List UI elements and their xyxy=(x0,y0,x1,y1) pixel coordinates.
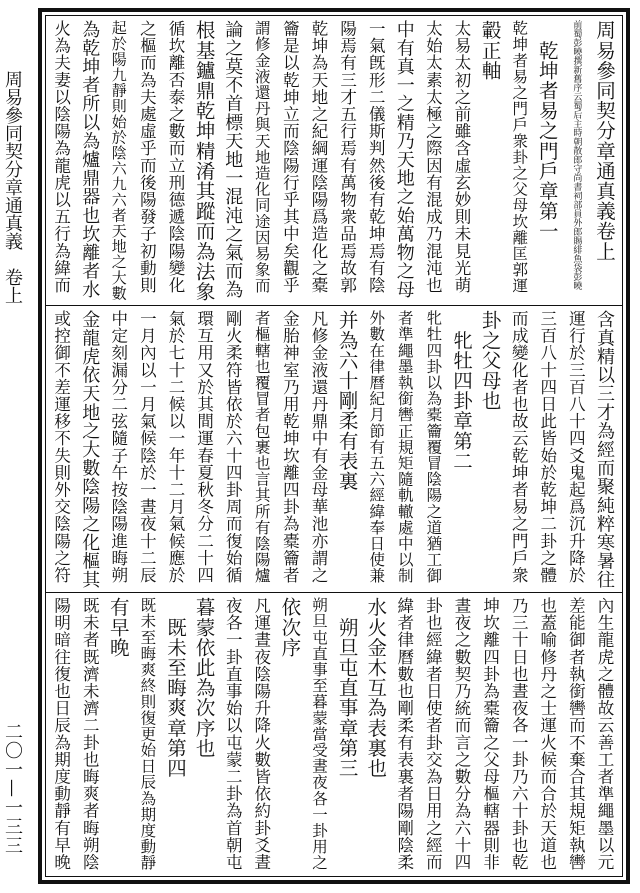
text-column: 前蜀彭曉撰新舊序云蜀后主時朝散郎守尚書祠部員外郎賜緋魚袋彭曉 xyxy=(571,20,582,290)
text-column: 內生龍虎之體故云善工者準繩墨以元 xyxy=(595,597,614,871)
text-column: 之樞而為夫處虛乎而後陽發子初動則 xyxy=(137,20,157,294)
text-column: 既未至晦爽終則復更始日辰為期度動靜 xyxy=(138,597,157,871)
text-column: 既未者既濟未濟二卦也晦爽者晦朔陰 xyxy=(80,597,100,871)
text-column: 而成變化者也故云乾坤者易之門戶衆 xyxy=(509,310,529,584)
text-column: 有早晚 xyxy=(106,597,130,658)
text-column: 循坎離否泰之數而立刑德遞陰陽變化 xyxy=(166,20,185,294)
text-column: 夜各一卦直事始以屯蒙二卦為首朝屯 xyxy=(223,597,243,871)
text-column: 金胎神室乃用乾坤坎離四卦為橐籥者 xyxy=(280,310,300,584)
text-column: 坤坎離四卦為橐籥之父母樞轄器則非 xyxy=(480,597,500,871)
text-column: 論之莫不首標天地一混沌之氣而為 xyxy=(222,20,244,299)
margin-title: 周易參同契分章通真義 卷上 xyxy=(2,70,23,304)
text-column: 金龍虎依天地之大數陰陽之化樞其 xyxy=(79,310,101,589)
text-column: 一氣旣形二儀斯判然後有乾坤焉有陰 xyxy=(366,20,386,294)
text-column: 卦之父母也 xyxy=(478,310,502,411)
text-column: 中有真一之精乃天地之始萬物之母 xyxy=(393,20,415,299)
text-column: 根基鑪鼎乾坤精淆其蹤而為法象 xyxy=(192,20,216,301)
text-column: 卦也經緯者日使者卦交為日用之經而 xyxy=(423,597,443,871)
text-column: 籥是以乾坤立而陰陽行乎其中矣觀乎 xyxy=(280,20,300,294)
text-column: 陽明暗往復也日辰為期度動靜有早晚 xyxy=(51,597,71,871)
text-column: 差能御者執銜轡而不棄合其規矩執轡 xyxy=(566,597,586,871)
text-column: 乾坤者易之門戶章第一 xyxy=(535,20,559,242)
text-column: 一月內以一月氣候陰於一晝夜十二辰 xyxy=(137,310,157,584)
text-column: 謂修金液還丹與天地造化同途因易象而 xyxy=(252,20,271,294)
text-column: 氣於七十二候以一年十二月氣候應於 xyxy=(166,310,185,584)
text-column: 凡運晝夜陰陽升降火數皆依約卦爻晝 xyxy=(251,597,271,871)
text-column: 朔旦屯直事至暮蒙當受晝夜各一卦用之 xyxy=(310,597,328,871)
text-column: 依次序 xyxy=(278,597,302,658)
panel-top xyxy=(46,16,622,305)
text-column: 既未至晦爽章第四 xyxy=(164,597,187,778)
panel-bottom xyxy=(46,592,622,876)
text-column: 水火金木互為表裏也 xyxy=(364,597,388,778)
text-column: 乾坤者易之門戶衆卦之父母坎離匡郭運 xyxy=(510,20,529,294)
text-column: 陽焉有三才五行焉有萬物衆品焉故郭 xyxy=(337,20,357,294)
panel-middle xyxy=(46,305,622,593)
text-column: 剛火柔符皆依於六十四卦周而復始循 xyxy=(223,310,243,584)
text-column: 暮蒙依此為次序也 xyxy=(192,597,216,758)
text-column: 或控御不差運移不失則外交陰陽之符 xyxy=(51,310,71,584)
text-column: 者準繩墨執銜轡正規矩隨軌轍處中以制 xyxy=(395,310,414,584)
text-column: 乾坤為天地之紀綱運陰陽爲造化之橐 xyxy=(309,20,328,294)
text-column: 含真精以三才為經而聚純粹寒暑往 xyxy=(594,310,615,589)
text-column: 起於陽九靜則始於陰六九六者天地之大數 xyxy=(109,20,128,301)
text-column: 緯者律曆數也剛柔有表裏者陽剛陰柔 xyxy=(394,597,414,871)
text-column: 并為六十剛柔有表裏 xyxy=(335,310,359,491)
text-column: 朔旦屯直事章第三 xyxy=(335,597,359,778)
text-column: 太易太初之前雖含虛玄妙則未見光萌 xyxy=(452,20,471,294)
text-column: 運行於三百八十四爻鬼起爲沉升降於 xyxy=(566,310,586,584)
page-inner-border xyxy=(45,15,623,877)
text-column: 乃三十日也晝夜各一卦乃六十卦也乾 xyxy=(509,597,529,871)
text-column: 牝牡四卦章第二 xyxy=(450,310,473,471)
text-column: 環互用又於其間運春夏秋冬分二十四 xyxy=(194,310,214,584)
text-column: 周易參同契分章通真義卷上 xyxy=(593,20,616,262)
text-column: 晝夜之數契乃統而言之數分為六十四 xyxy=(452,597,471,871)
text-column: 牝牡四卦以為橐籥覆冒陰陽之道猶工御 xyxy=(424,310,443,584)
text-column: 也蓋喻修丹之士運火候而合於天道也 xyxy=(537,597,557,871)
text-column: 凡修金液還丹鼎中有金母華池亦謂之 xyxy=(309,310,328,584)
text-column: 火為夫妻以陰陽為龍虎以五行為緯而 xyxy=(51,20,71,294)
text-column: 為乾坤者所以為爐鼎器也坎離者水 xyxy=(79,20,101,299)
text-column: 轂正軸 xyxy=(478,20,502,81)
text-column: 太始太素太極之際因有混成乃混沌也 xyxy=(423,20,443,294)
text-column: 外數在律曆紀月節有五六經緯奉日使兼 xyxy=(367,310,386,584)
page-number: 二〇一—一三三 xyxy=(2,722,23,855)
text-column: 者樞轄也覆冒者包裹也言其所有陰陽爐 xyxy=(252,310,271,584)
text-column: 三百八十四日此皆始於乾坤二卦之體 xyxy=(537,310,557,584)
page-frame xyxy=(38,8,630,884)
text-column: 中定刻漏分二弦隨子午按陰陽進晦朔 xyxy=(108,310,128,584)
